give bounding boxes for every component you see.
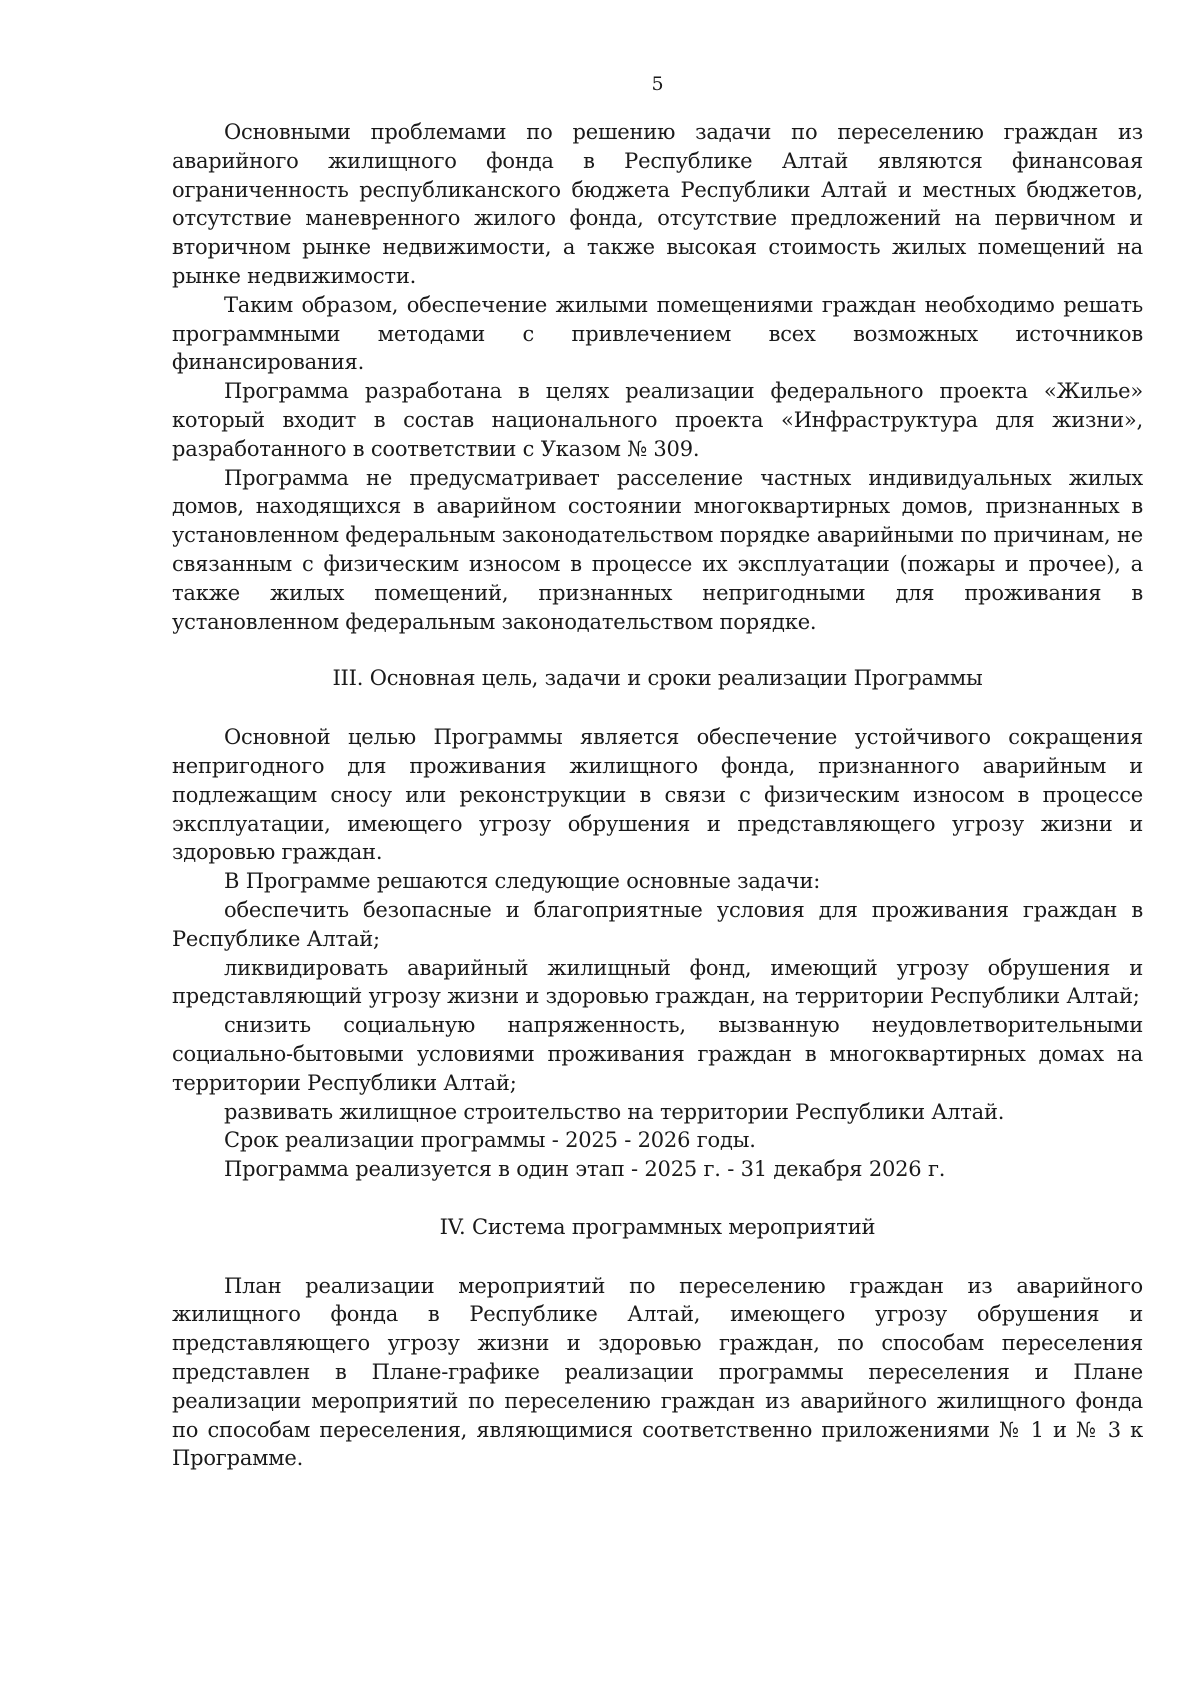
paragraph-exclusions: Программа не предусматривает расселение частных индивидуальных жилых домов, находящихся в аварийном состоянии многоквартирных домов, признанных в установленном федеральным законодательством порядке аварийными по причинам, не связанным с физическим износом в процессе их эксплуатации (пожары и прочее), а также жилых помещений, признанных непригодными для проживания в установленном федеральным законодательством порядке. [172, 465, 1143, 634]
paragraph-tasks-intro: В Программе решаются следующие основные задачи: [224, 869, 821, 894]
paragraph-task-safe-conditions: обеспечить безопасные и благоприятные условия для проживания граждан в Республике Алтай; [172, 897, 1143, 951]
paragraph-federal-project: Программа разработана в целях реализации федерального проекта «Жилье» который входит в состав национального проекта «Инфраструктура для жизни», разработанного в соответствии с Указом № 309. [172, 379, 1143, 461]
paragraph-problems: Основными проблемами по решению задачи по переселению граждан из аварийного жилищного фонда в Республике Алтай являются финансовая ограниченность республиканского бюджета Республики Алтай и местных бюджетов, отсутствие маневренного жилого фонда, отсутствие предложений на первичном и вторичном рынке недвижимости, а также высокая стоимость жилых помещений на рынке недвижимости. [172, 120, 1143, 288]
paragraph-program-methods: Таким образом, обеспечение жилыми помещениями граждан необходимо решать программными методами с привлечением всех возможных источников финансирования. [172, 292, 1143, 375]
section-3-title: III. Основная цель, задачи и сроки реализации Программы [332, 666, 983, 691]
paragraph-term: Срок реализации программы - 2025 - 2026 годы. [224, 1128, 756, 1153]
paragraph-main-goal: Основной целью Программы является обеспечение устойчивого сокращения непригодного для проживания жилищного фонда, признанного аварийным и подлежащим сносу или реконструкции в связи с физическим износом в процессе эксплуатации, имеющего угрозу обрушения и представляющего угрозу жизни и здоровью граждан. [172, 725, 1143, 865]
paragraph-stage: Программа реализуется в один этап - 2025 г. - 31 декабря 2026 г. [224, 1157, 946, 1182]
section-4-title: IV. Система программных мероприятий [439, 1214, 876, 1239]
paragraph-task-social-tension: снизить социальную напряженность, вызванную неудовлетворительными социально-бытовыми условиями проживания граждан в многоквартирных домах на территории Республики Алтай; [172, 1013, 1143, 1095]
paragraph-task-construction: развивать жилищное строительство на территории Республики Алтай. [224, 1099, 1005, 1124]
paragraph-plan: План реализации мероприятий по переселению граждан из аварийного жилищного фонда в Республике Алтай, имеющего угрозу обрушения и представляющего угрозу жизни и здоровью граждан, по способам переселения представлен в Плане-графике реализации программы переселения и Плане реализации мероприятий по переселению граждан из аварийного жилищного фонда по способам переселения, являющимися соответственно приложениями № 1 и № 3 к Программе. [172, 1273, 1143, 1471]
paragraph-task-liquidate: ликвидировать аварийный жилищный фонд, имеющий угрозу обрушения и представляющий угрозу жизни и здоровью граждан, на территории Республики Алтай; [172, 955, 1143, 1009]
page-number: 5 [651, 73, 664, 95]
document-page [172, 70, 1143, 1473]
